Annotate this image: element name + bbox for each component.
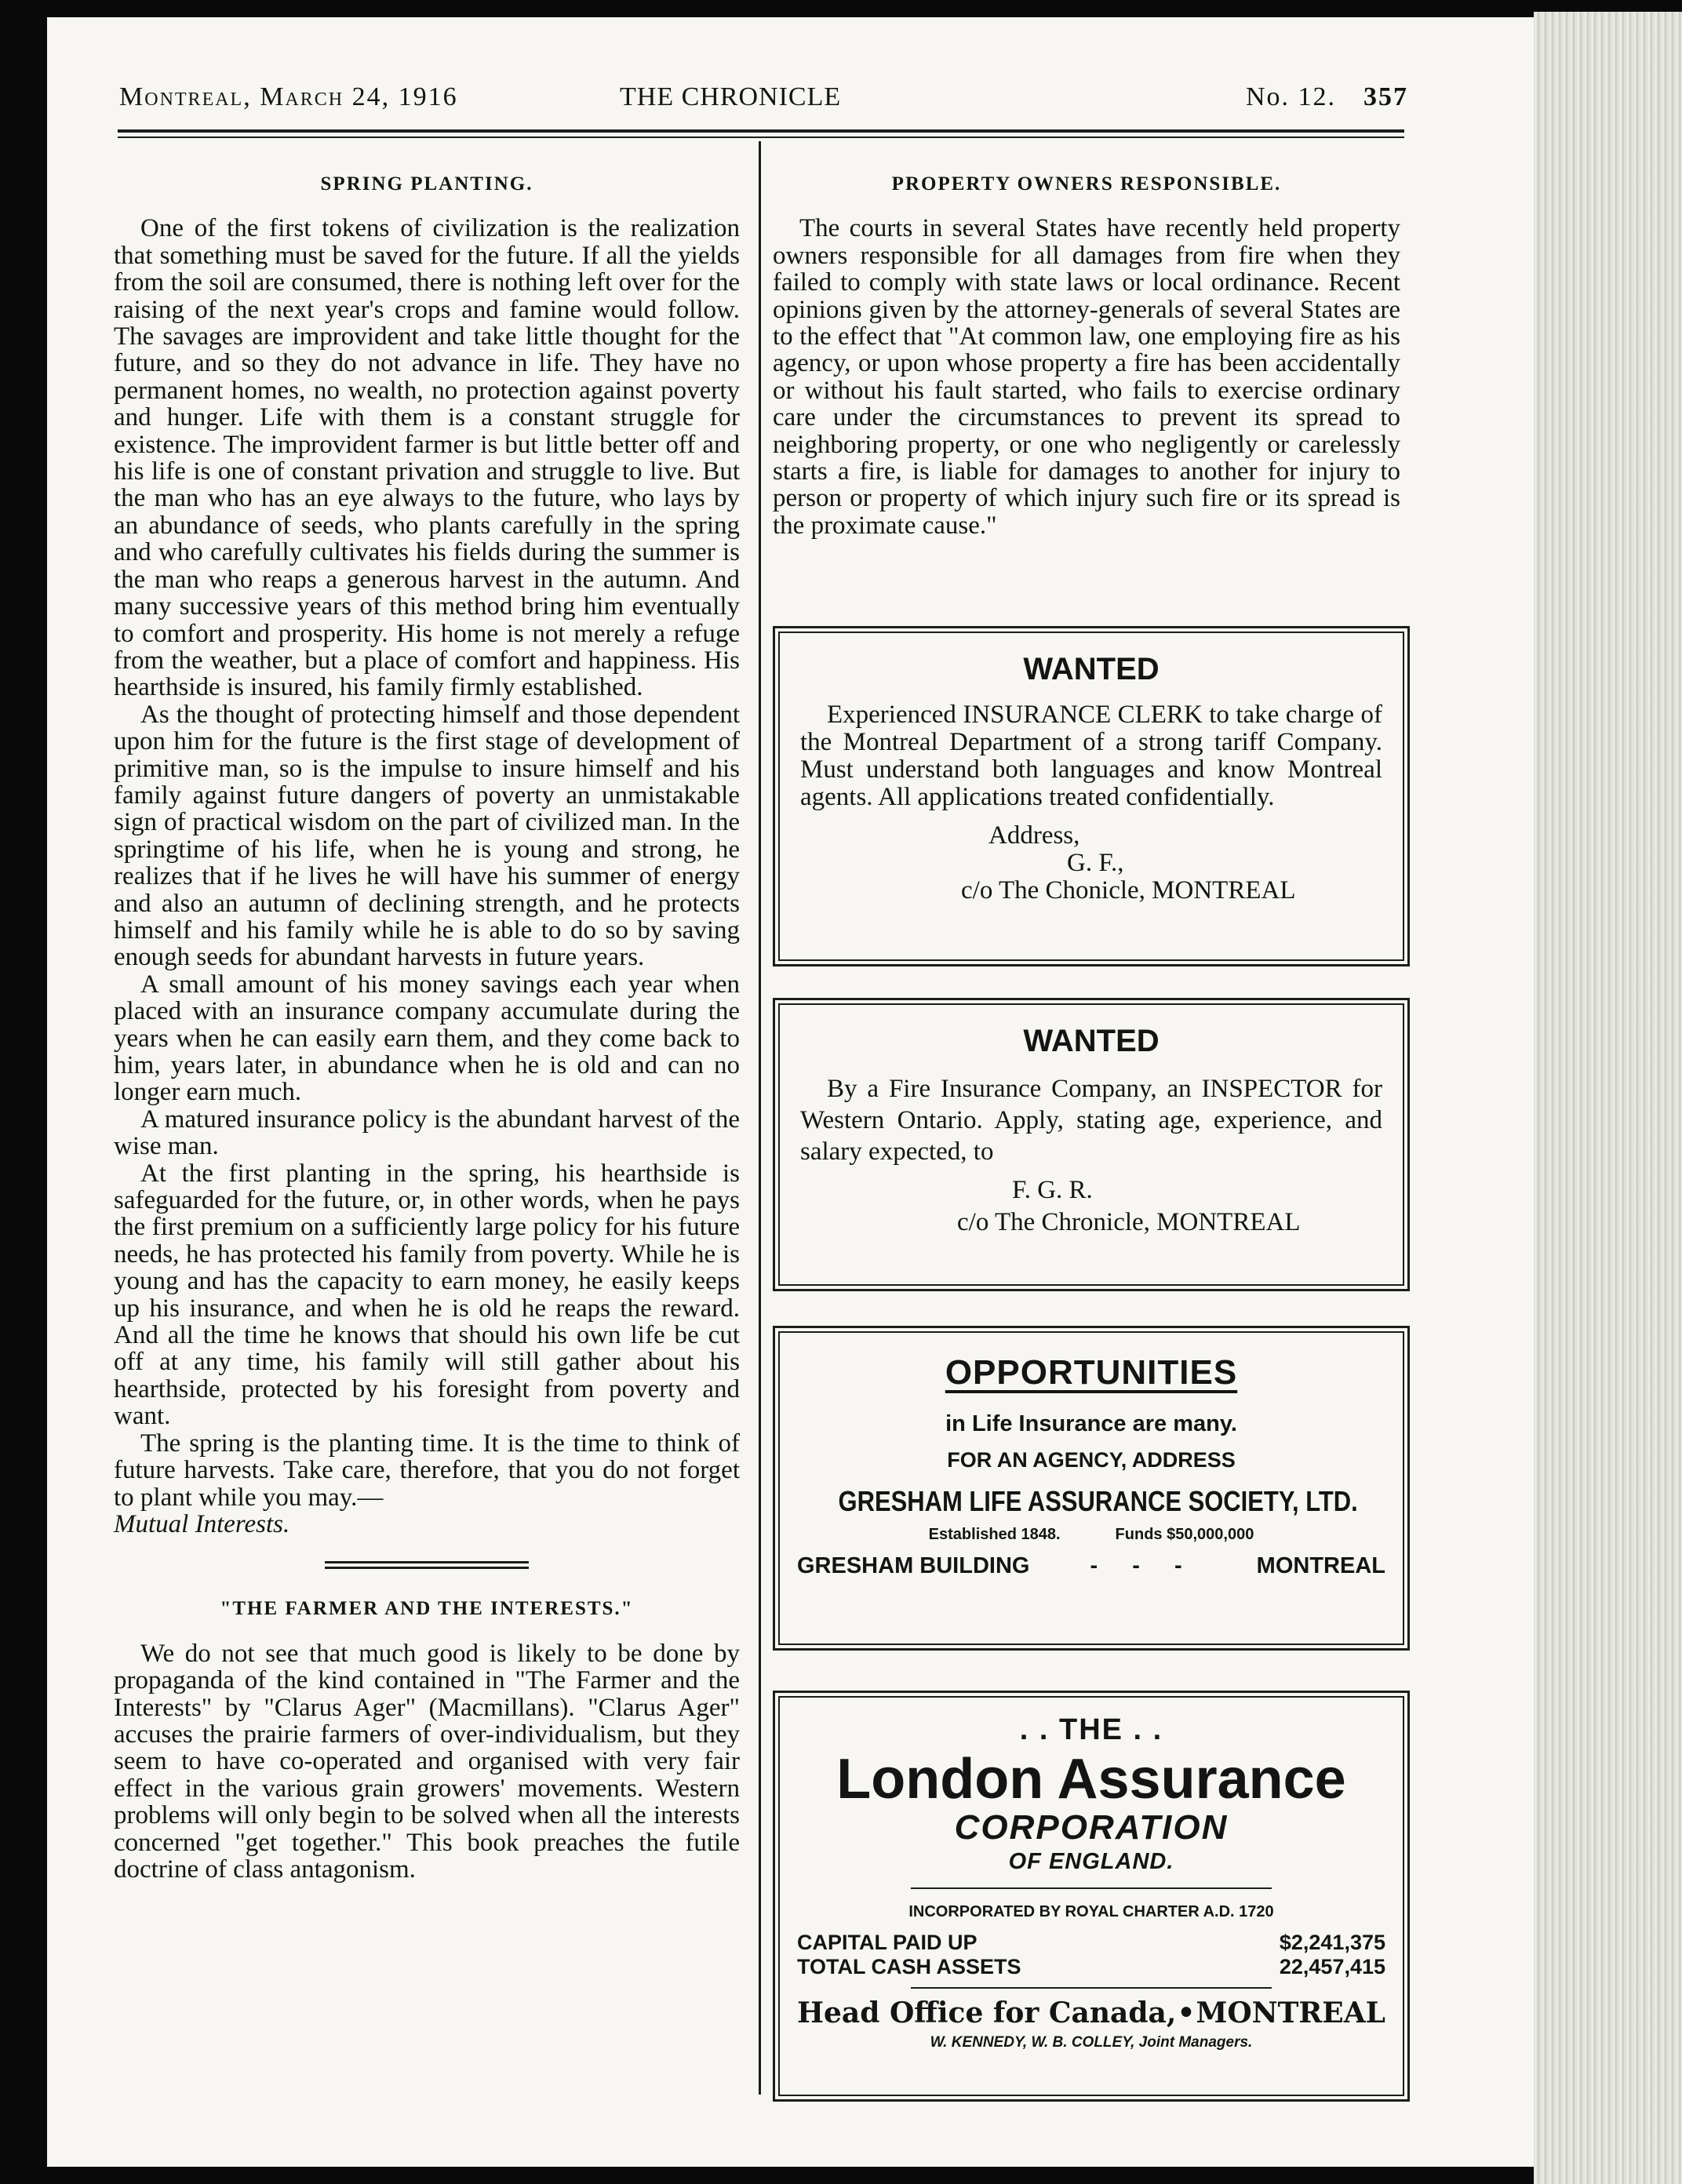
article-paragraph: A small amount of his money savings each year when placed with an insurance company accumulate during the years when he can easily earn them, and they come back to him, years later, in abundance when he is old and can no longer earn much. [114, 970, 740, 1107]
ad-address-row [797, 1553, 1385, 1579]
ad-capital-label: CAPITAL PAID UP [797, 1931, 978, 1954]
ad-capital-value: $2,241,375 [1279, 1931, 1385, 1954]
ad-managers: W. KENNEDY, W. B. COLLEY, Joint Managers. [930, 2034, 1253, 2051]
ad-the: . . THE . . [1019, 1713, 1163, 1746]
ad-heading: WANTED [1023, 652, 1160, 686]
ad-bullet: • [1177, 1997, 1196, 2029]
ad-incorporated: INCORPORATED BY ROYAL CHARTER A.D. 1720 [908, 1903, 1274, 1920]
article-paragraph: A matured insurance policy is the abundant harvest of the wise man. [114, 1105, 740, 1161]
ad-funds: Funds $50,000,000 [1115, 1526, 1254, 1543]
page-edge [1534, 12, 1682, 2184]
column-rule [759, 141, 761, 2095]
ad-heading: WANTED [1023, 1024, 1160, 1058]
ad-care-of: c/o The Chonicle, MONTREAL [961, 876, 1296, 905]
ad-heading: OPPORTUNITIES [945, 1353, 1238, 1392]
ad-body: By a Fire Insurance Company, an INSPECTOR for Western Ontario. Apply, stating age, experience, and salary expected, to [800, 1075, 1382, 1166]
article-title-property-owners: PROPERTY OWNERS RESPONSIBLE. [891, 173, 1282, 195]
ad-line: in Life Insurance are many. [945, 1411, 1237, 1436]
ad-of-england: OF ENGLAND. [1008, 1849, 1174, 1874]
ad-city: MONTREAL [1196, 1997, 1385, 2029]
article-paragraph: At the first planting in the spring, his hearthside is safeguarded for the future, or, in other words, when he pays the first premium on a sufficiently large policy for his future needs, he has protected his family from poverty. While he is young and has the capacity to earn money, he easily keeps up his insurance, and when he is old he reaps the reward. And all the time he knows that should his own life be cut off at any time, his family will still gather about his hearthside, protected by his foresight from poverty and want. [114, 1159, 740, 1431]
article-paragraph: We do not see that much good is likely to be done by propaganda of the kind contained in "The Farmer and the Interests" by "Clarus Ager" (Macmillans). "Clarus Ager" accuses the prairie farmers of over-individualism, but they seem to have co-operated and organised with very fair effect in the various grain growers' movements. Western problems will only begin to be solved when all the interests concerned "get together." This book preaches the futile doctrine of class antagonism. [114, 1639, 740, 1884]
ad-address-label: Address, [988, 821, 1080, 850]
ad-building: GRESHAM BUILDING [797, 1553, 1030, 1578]
ad-city: MONTREAL [1256, 1553, 1385, 1578]
ad-corporation: CORPORATION [954, 1808, 1229, 1847]
ad-dashes: - - - [1090, 1553, 1196, 1578]
section-divider [325, 1561, 529, 1569]
ad-details-row [797, 1526, 1385, 1544]
header-page-number: 357 [1363, 82, 1408, 111]
ad-head-office-row [797, 1997, 1385, 2029]
header-dateline: Montreal, March 24, 1916 [119, 82, 458, 111]
left-column [114, 171, 740, 1883]
header-issue-number: No. 12. [1246, 82, 1337, 111]
ad-initials: F. G. R. [1012, 1176, 1093, 1204]
ad-rule [911, 1887, 1272, 1889]
ad-company-name: GRESHAM LIFE ASSURANCE SOCIETY, LTD. [838, 1485, 1358, 1517]
article-title-spring-planting: SPRING PLANTING. [320, 173, 533, 195]
right-column-article [773, 171, 1400, 539]
article-paragraph: As the thought of protecting himself and those dependent upon him for the future is the first stage of development of primitive man, so is the impulse to insure himself and his family against future dangers of poverty an unmistakable sign of practical wisdom on the part of civilized man. In the springtime of his life, when he is young and strong, he realizes that if he lives he will have his summer of energy and also an autumn of declining strength, and he protects himself and his family while he is able to do so by saving enough seeds for abundant harvests in future years. [114, 700, 740, 972]
ad-established: Established 1848. [928, 1526, 1061, 1543]
advertisement-london-assurance [773, 1691, 1410, 2102]
advertisement-wanted-inspector [773, 998, 1410, 1291]
article-title-farmer: "THE FARMER AND THE INTERESTS." [220, 1598, 634, 1620]
article-paragraph: The spring is the planting time. It is the time to think of future harvests. Take care, therefore, that you do not forget to plant while you may.— [114, 1429, 740, 1512]
header-rule-thin [118, 136, 1404, 138]
ad-assets-label: TOTAL CASH ASSETS [797, 1955, 1021, 1978]
ad-company-name: London Assurance [836, 1748, 1346, 1811]
ad-care-of: c/o The Chronicle, MONTREAL [957, 1208, 1301, 1236]
ad-body: Experienced INSURANCE CLERK to take charge of the Montreal Department of a strong tariff Company. Must understand both languages and know Montreal agents. All applications treated confidentially. [800, 701, 1382, 811]
ad-line: FOR AN AGENCY, ADDRESS [947, 1448, 1236, 1472]
article-paragraph: One of the first tokens of civilization is the realization that something must be saved for the future. If all the yields from the soil are consumed, there is nothing left over for the raising of the next year's crops and famine would follow. The savages are improvident and take little thought for the future, and so they do not advance in life. They have no permanent homes, no wealth, no protection against poverty and hunger. Life with them is a constant struggle for existence. The improvident farmer is but little better off and his life is one of constant privation and struggle to live. But the man who has an eye always to the future, who lays by an abundance of seeds, who plants carefully in the spring and who carefully cultivates his fields during the summer is the man who reaps a generous harvest in the autumn. And many successive years of this method bring him eventually to comfort and prosperity. His home is not merely a refuge from the weather, but a place of comfort and happiness. His hearthside is insured, his family firmly established. [114, 214, 740, 702]
header-rule [118, 129, 1404, 133]
ad-rule [911, 1987, 1272, 1989]
article-source: Mutual Interests. [114, 1509, 290, 1538]
advertisement-wanted-clerk [773, 626, 1410, 966]
ad-assets-row [797, 1955, 1385, 1979]
advertisement-gresham [773, 1326, 1410, 1651]
header-title: THE CHRONICLE [620, 82, 842, 111]
ad-assets-value: 22,457,415 [1279, 1955, 1385, 1978]
ad-capital-row [797, 1931, 1385, 1955]
scan-border [0, 0, 47, 2184]
article-paragraph: The courts in several States have recently held property owners responsible for all damages from fire when they failed to comply with state laws or local ordinance. Recent opinions given by the attorney-generals of several States are to the effect that "At common law, one employing fire as his agency, or upon whose property a fire has been accidentally or without his fault started, who fails to exercise ordinary care under the circumstances to prevent its spread to neighboring property, or one who negligently or carelessly starts a fire, is liable for damages to another for injury to person or property of which injury such fire or its spread is the proximate cause." [773, 214, 1400, 540]
ad-initials: G. F., [1067, 849, 1124, 877]
ad-head-office: Head Office for Canada, [797, 1997, 1177, 2029]
